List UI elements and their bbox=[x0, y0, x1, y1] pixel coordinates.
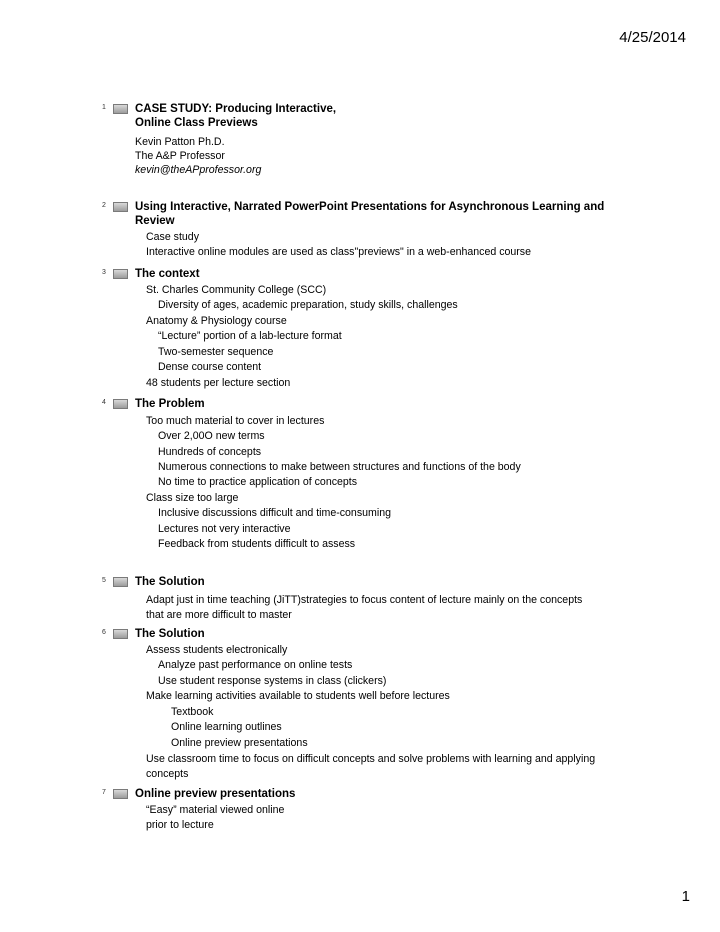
slide-line: “Easy” material viewed online bbox=[146, 804, 285, 816]
slide-thumbnail-icon[interactable] bbox=[113, 202, 128, 212]
page-date: 4/25/2014 bbox=[619, 29, 686, 46]
slide-thumbnail-icon[interactable] bbox=[113, 399, 128, 409]
slide-line: 48 students per lecture section bbox=[146, 377, 291, 389]
slide-line: Inclusive discussions difficult and time-consuming bbox=[158, 507, 391, 519]
slide-number: 2 bbox=[102, 202, 106, 209]
slide-line: Too much material to cover in lectures bbox=[146, 415, 325, 427]
slide-number: 4 bbox=[102, 399, 106, 406]
slide-line: Class size too large bbox=[146, 492, 239, 504]
slide-line: Analyze past performance on online tests bbox=[158, 659, 353, 671]
slide-thumbnail-icon[interactable] bbox=[113, 269, 128, 279]
slide-line: Two-semester sequence bbox=[158, 346, 274, 358]
slide-line: Over 2,00O new terms bbox=[158, 430, 265, 442]
slide-line: Assess students electronically bbox=[146, 644, 288, 656]
slide-line: Hundreds of concepts bbox=[158, 446, 262, 458]
slide-line: Kevin Patton Ph.D. bbox=[135, 136, 225, 148]
slide-line: No time to practice application of concepts bbox=[158, 476, 358, 488]
slide-line: The A&P Professor bbox=[135, 150, 225, 162]
slide-line: Dense course content bbox=[158, 361, 262, 373]
slide-line: Numerous connections to make between structures and functions of the body bbox=[158, 461, 521, 473]
slide-number: 1 bbox=[102, 104, 106, 111]
slide-title: Using Interactive, Narrated PowerPoint Presentations for Asynchronous Learning and Review bbox=[135, 201, 605, 227]
slide-line-email: kevin@theAPprofessor.org bbox=[135, 164, 262, 176]
slide-line: “Lecture” portion of a lab-lecture format bbox=[158, 330, 342, 342]
slide-number: 3 bbox=[102, 269, 106, 276]
slide-line: Use classroom time to focus on difficult concepts and solve problems with learning and applying concepts bbox=[146, 753, 596, 780]
slide-thumbnail-icon[interactable] bbox=[113, 789, 128, 799]
slide-line: Online preview presentations bbox=[171, 737, 308, 749]
slide-title: CASE STUDY: Producing Interactive, Online Class Previews bbox=[135, 103, 337, 129]
page-number: 1 bbox=[681, 888, 690, 905]
slide-number: 5 bbox=[102, 577, 106, 584]
slide-number: 6 bbox=[102, 629, 106, 636]
slide-line: prior to lecture bbox=[146, 819, 214, 831]
slide-line: Online learning outlines bbox=[171, 721, 282, 733]
slide-thumbnail-icon[interactable] bbox=[113, 629, 128, 639]
slide-line: Use student response systems in class (clickers) bbox=[158, 675, 387, 687]
slide-line: Anatomy & Physiology course bbox=[146, 315, 287, 327]
slide-line: Diversity of ages, academic preparation, study skills, challenges bbox=[158, 299, 458, 311]
slide-title: The Problem bbox=[135, 398, 205, 410]
slide-line: Feedback from students difficult to assess bbox=[158, 538, 356, 550]
slide-line: St. Charles Community College (SCC) bbox=[146, 284, 327, 296]
slide-title: The Solution bbox=[135, 576, 205, 588]
slide-number: 7 bbox=[102, 789, 106, 796]
slide-line: Lectures not very interactive bbox=[158, 523, 291, 535]
slide-thumbnail-icon[interactable] bbox=[113, 104, 128, 114]
slide-title: The context bbox=[135, 268, 200, 280]
slide-line: Textbook bbox=[171, 706, 214, 718]
slide-line: Interactive online modules are used as class"previews" in a web-enhanced course bbox=[146, 246, 531, 258]
slide-line: Adapt just in time teaching (JiTT)strategies to focus content of lecture mainly on the concepts that are more difficult to master bbox=[146, 594, 583, 621]
slide-title: Online preview presentations bbox=[135, 788, 296, 800]
slide-thumbnail-icon[interactable] bbox=[113, 577, 128, 587]
slide-title: The Solution bbox=[135, 628, 205, 640]
slide-line: Make learning activities available to students well before lectures bbox=[146, 690, 450, 702]
slide-line: Case study bbox=[146, 231, 199, 243]
